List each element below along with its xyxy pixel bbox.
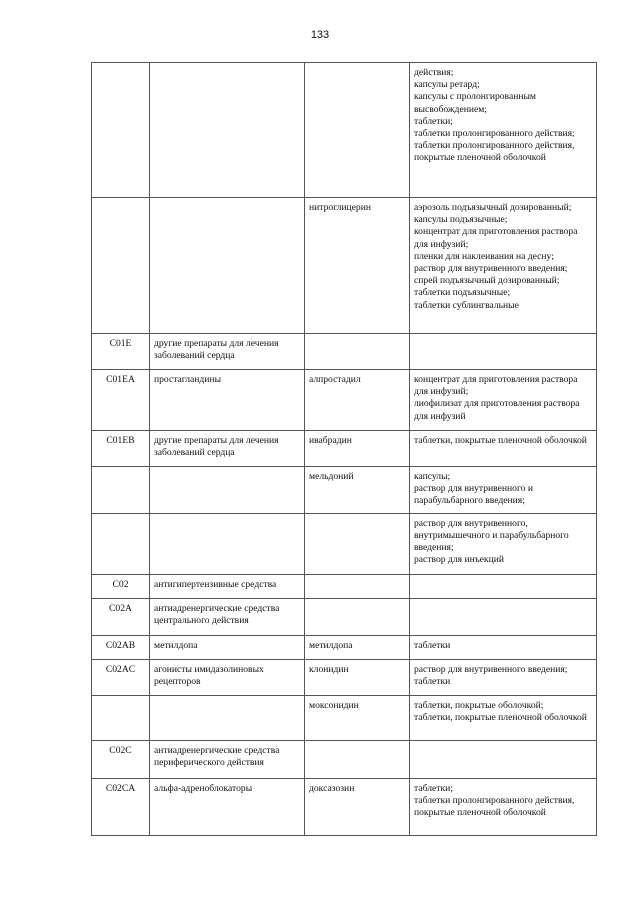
dosage-forms-cell: аэрозоль подъязычный дозированный; капсулы подъязычные; концентрат для приготовления раствора для инфузий; пленки для наклеивания на десну; раствор для внутривенного введения; спрей подъязычный дозированный; таблетки подъязычные; таблетки сублингвальные — [410, 198, 597, 334]
table-row — [92, 467, 597, 514]
drug-name-cell: мельдоний — [305, 467, 410, 514]
group-cell — [150, 513, 305, 574]
drug-name-cell: ивабрадин — [305, 431, 410, 467]
dosage-forms-cell: капсулы; раствор для внутривенного и парабульбарного введения; — [410, 467, 597, 514]
table-row — [92, 659, 597, 695]
drug-name-cell — [305, 740, 410, 778]
atc-code-cell — [92, 198, 150, 334]
dosage-forms-cell: раствор для внутривенного, внутримышечного и парабульбарного введения; раствор для инъекций — [410, 513, 597, 574]
drug-name-cell — [305, 334, 410, 370]
dosage-forms-cell: таблетки, покрытые оболочкой; таблетки, покрытые пленочной оболочкой — [410, 695, 597, 740]
atc-code-cell — [92, 513, 150, 574]
dosage-forms-cell — [410, 574, 597, 598]
table-row — [92, 598, 597, 635]
drug-name-cell: доксазозин — [305, 778, 410, 835]
dosage-forms-cell: концентрат для приготовления раствора для инфузий; лиофилизат для приготовления раствора для инфузий — [410, 370, 597, 431]
table-row — [92, 431, 597, 467]
group-cell: метилдопа — [150, 635, 305, 659]
atc-code-cell: C02CA — [92, 778, 150, 835]
atc-code-cell: C02C — [92, 740, 150, 778]
table-row — [92, 695, 597, 740]
dosage-forms-cell: раствор для внутривенного введения; таблетки — [410, 659, 597, 695]
atc-code-cell: C01EB — [92, 431, 150, 467]
table-row — [92, 778, 597, 835]
atc-code-cell: C01EA — [92, 370, 150, 431]
table-row — [92, 198, 597, 334]
dosage-forms-cell: действия; капсулы ретард; капсулы с пролонгированным высвобождением; таблетки; таблетки пролонгированного действия; таблетки пролонгированного действия, покрытые пленочной оболочкой — [410, 63, 597, 198]
group-cell: простагландины — [150, 370, 305, 431]
drug-name-cell: метилдопа — [305, 635, 410, 659]
atc-code-cell — [92, 695, 150, 740]
dosage-forms-cell: таблетки — [410, 635, 597, 659]
table-row — [92, 334, 597, 370]
group-cell: антиадренергические средства центрального действия — [150, 598, 305, 635]
dosage-forms-cell — [410, 598, 597, 635]
dosage-forms-cell — [410, 334, 597, 370]
table-row — [92, 635, 597, 659]
table-row — [92, 513, 597, 574]
atc-code-cell — [92, 467, 150, 514]
drug-name-cell — [305, 574, 410, 598]
table-row — [92, 370, 597, 431]
atc-code-cell: C01E — [92, 334, 150, 370]
group-cell — [150, 695, 305, 740]
group-cell: другие препараты для лечения заболеваний сердца — [150, 431, 305, 467]
drug-name-cell: нитроглицерин — [305, 198, 410, 334]
table-row — [92, 63, 597, 198]
group-cell: другие препараты для лечения заболеваний сердца — [150, 334, 305, 370]
group-cell: альфа-адреноблокаторы — [150, 778, 305, 835]
drug-name-cell — [305, 513, 410, 574]
group-cell: агонисты имидазолиновых рецепторов — [150, 659, 305, 695]
atc-code-cell: C02AC — [92, 659, 150, 695]
atc-code-cell — [92, 63, 150, 198]
drug-name-cell: алпростадил — [305, 370, 410, 431]
drug-name-cell — [305, 63, 410, 198]
dosage-forms-cell — [410, 740, 597, 778]
group-cell — [150, 467, 305, 514]
table-row — [92, 574, 597, 598]
drug-name-cell — [305, 598, 410, 635]
table-row — [92, 740, 597, 778]
drug-table — [91, 62, 597, 836]
atc-code-cell: C02AB — [92, 635, 150, 659]
page-number: 133 — [310, 29, 330, 41]
group-cell — [150, 198, 305, 334]
drug-name-cell: моксонидин — [305, 695, 410, 740]
atc-code-cell: C02A — [92, 598, 150, 635]
group-cell: антиадренергические средства периферического действия — [150, 740, 305, 778]
dosage-forms-cell: таблетки; таблетки пролонгированного действия, покрытые пленочной оболочкой — [410, 778, 597, 835]
group-cell — [150, 63, 305, 198]
group-cell: антигипертензивные средства — [150, 574, 305, 598]
atc-code-cell: C02 — [92, 574, 150, 598]
dosage-forms-cell: таблетки, покрытые пленочной оболочкой — [410, 431, 597, 467]
drug-name-cell: клонидин — [305, 659, 410, 695]
